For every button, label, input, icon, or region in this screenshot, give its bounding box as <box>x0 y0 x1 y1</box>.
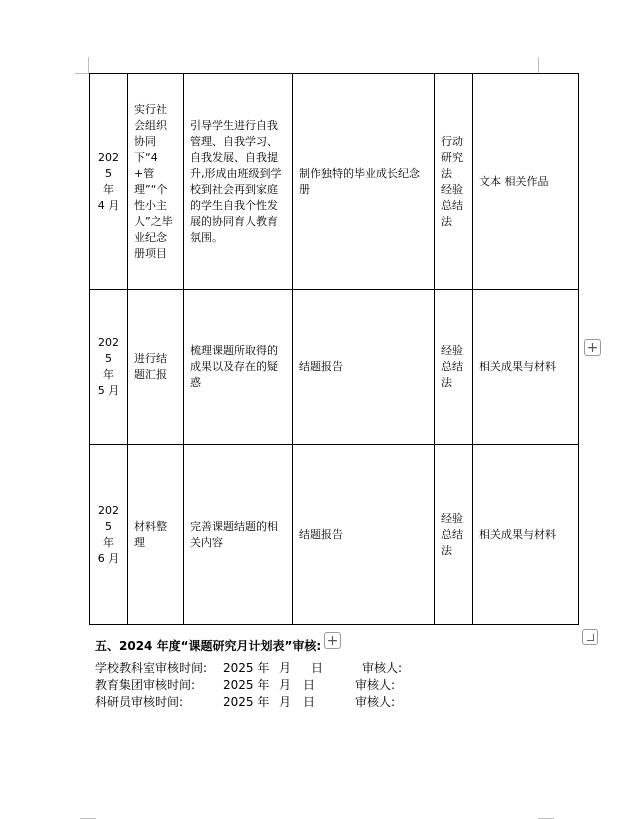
project-text: 进行结题汇报 <box>134 352 167 381</box>
date-text: 2025 年 5 月 <box>97 336 120 397</box>
method-text: 行动研究法 经验总结法 <box>441 134 463 228</box>
review-label: 教育集团审核时间: <box>95 678 196 692</box>
outcome-cell[interactable] <box>293 74 435 290</box>
review-label: 学校教科室审核时间: <box>95 661 208 675</box>
date-cell[interactable] <box>90 290 128 445</box>
method-text: 经验总结法 <box>441 344 463 389</box>
outcome-text: 制作独特的毕业成长纪念册 <box>299 166 420 196</box>
date-text: 2025 年 4 月 <box>97 150 120 212</box>
table-resize-handle[interactable] <box>582 629 598 645</box>
review-year: 2025 年 <box>223 695 270 709</box>
project-cell[interactable] <box>128 290 184 445</box>
reviewer-label: 审核人: <box>355 678 396 692</box>
review-month: 月 <box>279 695 292 709</box>
form-cell[interactable] <box>473 74 579 290</box>
table-row <box>90 74 579 290</box>
method-cell[interactable] <box>435 445 473 625</box>
project-cell[interactable] <box>128 445 184 625</box>
crop-mark <box>538 57 539 73</box>
content-cell[interactable] <box>184 290 293 445</box>
date-cell[interactable] <box>90 445 128 625</box>
project-text: 实行社会组织协同下“4+管理”“个性小主人”之毕业纪念册项目 <box>134 102 173 260</box>
content-cell[interactable] <box>184 74 293 290</box>
date-text: 2025 年 6 月 <box>97 503 120 565</box>
research-plan-table <box>89 73 579 625</box>
add-column-button[interactable]: + <box>584 339 601 356</box>
table-row <box>90 290 579 445</box>
review-year: 2025 年 <box>223 661 270 675</box>
form-text: 文本 相关作品 <box>479 174 549 188</box>
content-text: 梳理课题所取得的成果以及存在的疑惑 <box>190 344 278 389</box>
content-text: 完善课题结题的相关内容 <box>190 519 278 549</box>
review-day: 日 <box>303 695 316 709</box>
method-cell[interactable] <box>435 290 473 445</box>
review-month: 月 <box>279 661 292 675</box>
section-heading: 五、2024 年度“课题研究月计划表”审核: <box>95 639 322 653</box>
outcome-text: 结题报告 <box>299 527 343 541</box>
outcome-cell[interactable] <box>293 290 435 445</box>
review-label: 科研员审核时间: <box>95 695 184 709</box>
reviewer-label: 审核人: <box>362 661 403 675</box>
content-text: 引导学生进行自我管理、自我学习、自我发展、自我提升,形成由班级到学校到社会再到家庭的学生自我个性发展的协同育人教育氛围。 <box>190 118 282 244</box>
method-text: 经验总结法 <box>441 511 463 557</box>
crop-mark <box>75 73 89 74</box>
review-day: 日 <box>311 661 324 675</box>
project-text: 材料整理 <box>134 519 167 549</box>
review-year: 2025 年 <box>223 678 270 692</box>
content-cell[interactable] <box>184 445 293 625</box>
form-text: 相关成果与材料 <box>479 360 556 373</box>
outcome-text: 结题报告 <box>299 360 343 373</box>
date-cell[interactable] <box>90 74 128 290</box>
method-cell[interactable] <box>435 74 473 290</box>
crop-mark <box>88 57 89 73</box>
review-day: 日 <box>303 678 316 692</box>
form-cell[interactable] <box>473 290 579 445</box>
outcome-cell[interactable] <box>293 445 435 625</box>
project-cell[interactable] <box>128 74 184 290</box>
form-text: 相关成果与材料 <box>479 527 556 541</box>
review-month: 月 <box>279 678 292 692</box>
reviewer-label: 审核人: <box>355 695 396 709</box>
table-row <box>90 445 579 625</box>
form-cell[interactable] <box>473 445 579 625</box>
add-row-button[interactable]: + <box>324 632 341 649</box>
